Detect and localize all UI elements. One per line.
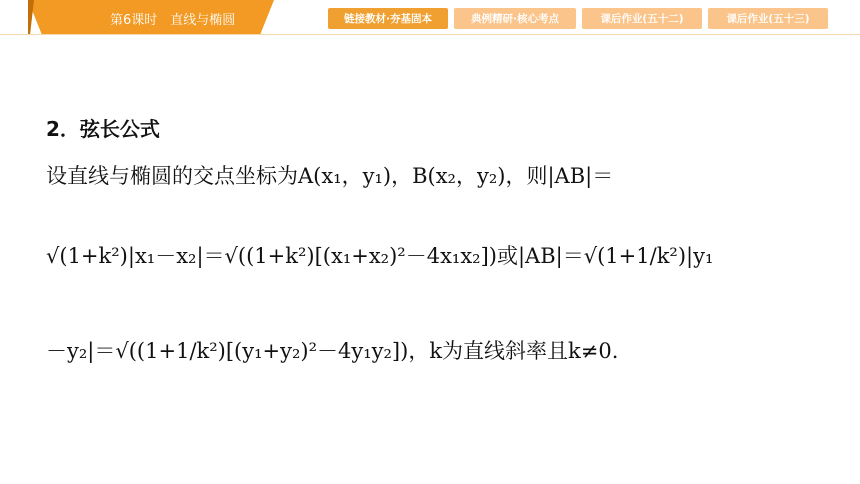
tab-homework-52[interactable]: 课后作业(五十二) [582,8,702,29]
lesson-title: 第6课时 直线与椭圆 [110,13,236,28]
tab-textbook-foundation[interactable]: 链接教材·夯基固本 [328,8,448,29]
formula-line-3: －y₂|＝√((1+1/k²)[(y₁+y₂)²－4y₁y₂])，k为直线斜率且k≠0. [46,339,619,363]
formula-line-1: 设直线与椭圆的交点坐标为A(x₁，y₁)，B(x₂，y₂)，则|AB|＝ [46,164,614,188]
tab-homework-53[interactable]: 课后作业(五十三) [708,8,828,29]
formula-line-2: √(1+k²)|x₁－x₂|＝√((1+k²)[(x₁+x₂)²－4x₁x₂])或|AB|＝√(1+1/k²)|y₁ [46,244,714,268]
tab-core-examples[interactable]: 典例精研·核心考点 [454,8,576,29]
section-heading: 2．弦长公式 [46,117,160,141]
